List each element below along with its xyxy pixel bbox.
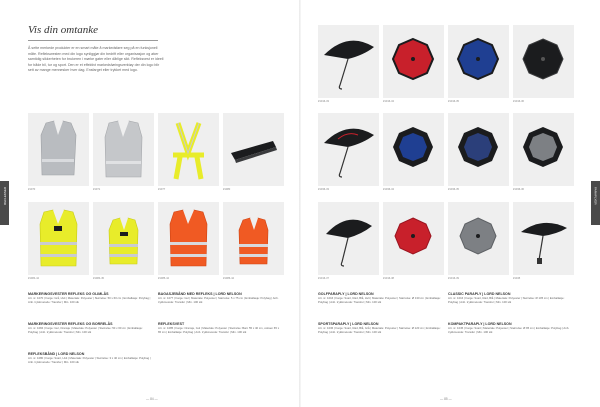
product-photo-reflective-harness[interactable] xyxy=(158,113,219,186)
product-photo-orange-vest[interactable] xyxy=(158,202,219,275)
product-info xyxy=(28,352,152,365)
product-photo-black-umbrella-open[interactable] xyxy=(318,25,379,98)
page-number: — 85 — xyxy=(440,397,452,401)
product-photo-black-umbrella[interactable] xyxy=(513,25,574,98)
product-photo-yellow-vest-child[interactable] xyxy=(93,202,154,275)
caption: #1084-45 xyxy=(93,277,104,280)
caption: #1071 xyxy=(93,188,101,191)
product-description: Art. nr. 1077 | Farge: Gul | Materiale: Polyester | Størrelse: 5 x 75 cm | Emballasje: Polybag | Anb. trykkmetode: Transfer | Min. 100 stk xyxy=(158,296,279,304)
product-title: KOMPAKTPARAPLY | LORD NELSON xyxy=(448,322,512,326)
product-photo-red-classic-umbrella[interactable] xyxy=(383,202,444,275)
product-description: Art. nr. 1084 | Farge: Gul, Oransje | Materiale: Polyester | Størrelse: 50 x 60 cm | Emballasje: Polybag | Anb. trykkmetode: Transfer | Min. 100 stk xyxy=(28,326,143,334)
intro-text: Å sette merkede produkter er en smart måte å markedsføre seg på en funksjonell måte. Reflekswesten med din logo synliggjør din bedrift eller organisasjon og øker samtidig sikkerheten for brukeren i mørke gater eller dårlige sikt. Refleksvest er ideell for både bil, tur og sport. Den er et effektivt markedsføringsverktøy der din logo blir sett av mange mennesker hver dag. Ensfarget eller trykket med logo. xyxy=(28,46,164,73)
product-info xyxy=(318,292,442,305)
product-description: Art. nr. 1070 | Farge: Grå, Hvit | Materiale: Polyester | Størrelse: 50 x 60 cm | Emballasje: Polybag | Anb. trykkmetode: Transfer | Min. 100 stk xyxy=(28,296,151,304)
product-photo-yellow-vest[interactable] xyxy=(28,202,89,275)
caption: #1036-35 xyxy=(448,188,459,191)
caption: #1077 xyxy=(158,188,166,191)
product-info xyxy=(158,292,282,305)
product-photo-grey-classic-umbrella[interactable] xyxy=(448,202,509,275)
product-photo-dark-blue-umbrella[interactable] xyxy=(448,113,509,186)
product-description: Art. nr. 1036 | Farge: Svart, Rød, Blå, Grå | Materiale: Polyester | Størrelse: Ø 120 cm | Emballasje: Polybag | Anb. trykkmetode: Transfer | Min. 100 stk xyxy=(318,326,441,334)
product-title: SPORTSPARAPLY | LORD NELSON xyxy=(318,322,379,326)
product-photo-grey-black-umbrella[interactable] xyxy=(513,113,574,186)
caption: #1016-37 xyxy=(318,277,329,280)
side-tab-left-label: REFLEKSER xyxy=(2,187,7,205)
product-info xyxy=(318,322,442,335)
product-title: GOLFPARAPLY | LORD NELSON xyxy=(318,292,374,296)
caption: #1036-33 xyxy=(318,188,329,191)
caption: #1070 xyxy=(28,188,36,191)
product-photo-black-red-umbrella-open[interactable] xyxy=(318,113,379,186)
caption: #1084-44 xyxy=(28,277,39,280)
product-photo-navy-umbrella[interactable] xyxy=(383,113,444,186)
product-photo-red-umbrella[interactable] xyxy=(383,25,444,98)
product-title: CLASSIC PARAPLY | LORD NELSON xyxy=(448,292,511,296)
product-description: Art. nr. 1016 | Farge: Svart, Rød, Blå | Materiale: Polyester | Størrelse: Ø 105 cm | Emballasje: Polybag | Anb. trykkmetode: Transfer | Min. 100 stk xyxy=(448,296,565,304)
side-tab-left[interactable] xyxy=(0,181,9,225)
caption: #1016-33 xyxy=(318,100,329,103)
caption: #1045 xyxy=(513,277,521,280)
product-photo-blue-umbrella[interactable] xyxy=(448,25,509,98)
product-info xyxy=(28,322,152,335)
caption: #1086-44 xyxy=(223,277,234,280)
product-title: REFLEKSBÅND | LORD NELSON xyxy=(28,352,85,356)
product-title: MARKERINGSVESTER REFLEKS OG GLIMLÅS xyxy=(28,292,109,296)
product-info xyxy=(28,292,152,305)
product-title: MARKERINGSVESTER REFLEKS OG BORRELÅS xyxy=(28,322,113,326)
caption: #1016-38 xyxy=(383,277,394,280)
product-photo-classic-umbrella-open[interactable] xyxy=(318,202,379,275)
caption: #1016-35 xyxy=(448,100,459,103)
caption: #1085-44 xyxy=(158,277,169,280)
product-title: BAGASJEBÅND MED REFLEKS | LORD NELSON xyxy=(158,292,242,296)
right-page xyxy=(306,0,588,407)
caption: #1016-39 xyxy=(448,277,459,280)
product-photo-orange-vest-child[interactable] xyxy=(223,202,284,275)
title-divider xyxy=(28,40,158,41)
page-gutter xyxy=(299,0,301,407)
caption: #1080 xyxy=(223,188,231,191)
caption: #1016-34 xyxy=(383,100,394,103)
caption: #1036-36 xyxy=(513,188,524,191)
product-title: REFLEKSVEST xyxy=(158,322,185,326)
caption: #1016-36 xyxy=(513,100,524,103)
caption: #1036-34 xyxy=(383,188,394,191)
product-photo-grey-vest[interactable] xyxy=(28,113,89,186)
product-photo-compact-umbrella[interactable] xyxy=(513,202,574,275)
page-title: Vis din omtanke xyxy=(28,24,99,36)
side-tab-right-label: PARAPLYER xyxy=(593,187,598,205)
product-info xyxy=(158,322,282,335)
product-info xyxy=(448,292,572,305)
product-info xyxy=(448,322,572,335)
side-tab-right[interactable] xyxy=(591,181,600,225)
page-number: — 84 — xyxy=(146,397,158,401)
product-description: Art. nr. 1085 | Farge: Oransje, Gul | Materiale: Polyester | Størrelse: Barn 55 x 40 cm, voksen 65 x 65 cm | Emballasje: Polybag | Anb. trykkmetode: Transfer | Min. 100 stk xyxy=(158,326,280,334)
left-page xyxy=(12,0,294,407)
product-description: Art. nr. 1016 | Farge: Svart, Rød, Blå, Hvit | Materiale: Polyester | Størrelse: Ø 130 cm | Emballasje: Polybag | Anb. trykkmetode: Transfer | Min. 100 stk xyxy=(318,296,441,304)
product-photo-reflective-band[interactable] xyxy=(223,113,284,186)
product-photo-grey-vest-2[interactable] xyxy=(93,113,154,186)
product-description: Art. nr. 1045 | Farge: Svart | Materiale: Polyester | Størrelse: Ø 95 cm | Emballasje: Polybag | Anb. trykkmetode: Transfer | Min. 100 stk xyxy=(448,326,570,334)
product-description: Art. nr. 1080 | Farge: Svart, Hvit | Materiale: Polyester | Størrelse: 3 x 40 cm | Emballasje: Polybag | Anb. trykkmetode: Transfer | Min. 100 stk xyxy=(28,356,151,364)
